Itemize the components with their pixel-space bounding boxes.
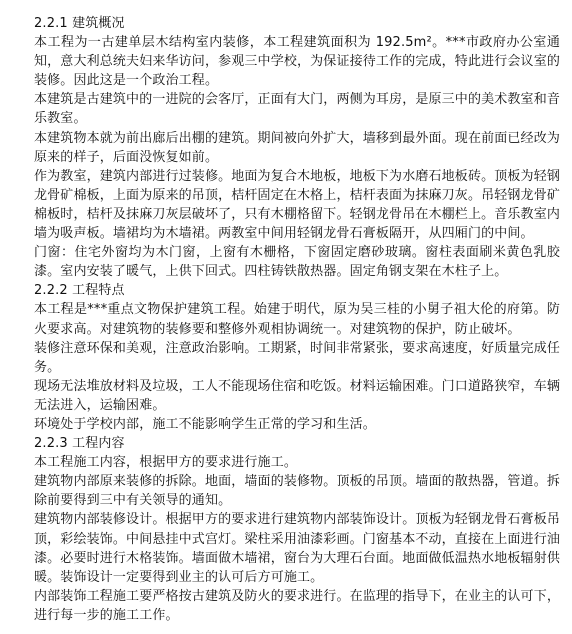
paragraph-interior-design: 建筑物内部装修设计。根据甲方的要求进行建筑物内部装饰设计。顶板为轻钢龙骨石膏板吊顶，彩绘装饰。中间悬挂中式宫灯。梁柱采用油漆彩画。门窗基本不动，直接在上面进行油漆。必要时进行木格装饰。墙面做木墙裙，窗台为大理石台面。地面做低温热水地板辐射供暖。装饰设计一定要得到业主的认可后方可施工。	[34, 512, 561, 585]
paragraph-school-environment: 环境处于学校内部，施工不能影响学生正常的学习和生活。	[34, 416, 376, 432]
document-body	[34, 14, 560, 625]
paragraph-site-constraints: 现场无法堆放材料及垃圾，工人不能现场住宿和吃饭。材料运输困难。门口道路狭窄，车辆无法进入，运输困难。	[34, 378, 561, 413]
paragraph-classroom-renovation: 作为教室，建筑内部进行过装修。地面为复合木地板，地板下为水磨石地板砖。顶板为轻钢龙骨矿棉板，上面为原来的吊顶，桔杆固定在木格上，桔杆表面为抹麻刀灰。吊轻钢龙骨矿棉板时，桔杆及抹麻刀灰层破坏了，只有木棚格留下。轻钢龙骨吊在木棚栏上。音乐教室内墙为吸声板。墙裙均为木墙裙。两教室中间用轻钢龙骨石膏板隔开，从四厢门的中间。	[34, 168, 561, 242]
paragraph-heritage-protection: 本工程是***重点文物保护建筑工程。始建于明代，原为吴三桂的小舅子祖大伦的府第。防火要求高。对建筑物的装修要和整修外观相协调统一。对建筑物的保护，防止破坏。	[34, 302, 560, 337]
section-heading-2-2-2: 2.2.2 工程特点	[34, 283, 125, 299]
paragraph-doors-windows: 门窗：住宅外窗均为木门窗，上窗有木栅格，下窗固定磨砂玻璃。窗柱表面刷米黄色乳胶漆。室内安装了暖气，上供下回式。四柱铸铁散热器。固定角钢支架在木柱子上。	[34, 245, 560, 280]
paragraph-demolition: 建筑物内部原来装修的拆除。地面，墙面的装修物。顶板的吊顶。墙面的散热器，管道。拆除前要得到三中有关领导的通知。	[34, 474, 561, 509]
paragraph-construction-requirements: 内部装饰工程施工要严格按古建筑及防火的要求进行。在监理的指导下，在业主的认可下，进行每一步的施工工作。	[34, 588, 561, 623]
section-heading-2-2-3: 2.2.3 工程内容	[34, 436, 125, 452]
paragraph-project-overview: 本工程为一古建单层木结构室内装修，本工程建筑面积为 192.5m²。***市政府办公室通知，意大利总统夫妇来华访问，参观三中学校，为保证接待工作的完成，特此进行会议室的装修。因此这是一个政治工程。	[34, 35, 561, 89]
paragraph-building-description: 本建筑是古建筑中的一进院的会客厅，正面有大门，两侧为耳房，是原三中的美术教室和音乐教室。	[34, 92, 561, 127]
paragraph-building-history: 本建筑物本就为前出廊后出棚的建筑。期间被向外扩大，墙移到最外面。现在前面已经改为原来的样子，后面没恢复如前。	[34, 130, 561, 165]
paragraph-schedule-quality: 装修注意环保和美观，注意政治影响。工期紧，时间非常紧张，要求高速度，好质量完成任务。	[34, 340, 561, 375]
paragraph-scope-intro: 本工程施工内容，根据甲方的要求进行施工。	[34, 455, 298, 471]
section-heading-2-2-1: 2.2.1 建筑概况	[34, 16, 125, 31]
